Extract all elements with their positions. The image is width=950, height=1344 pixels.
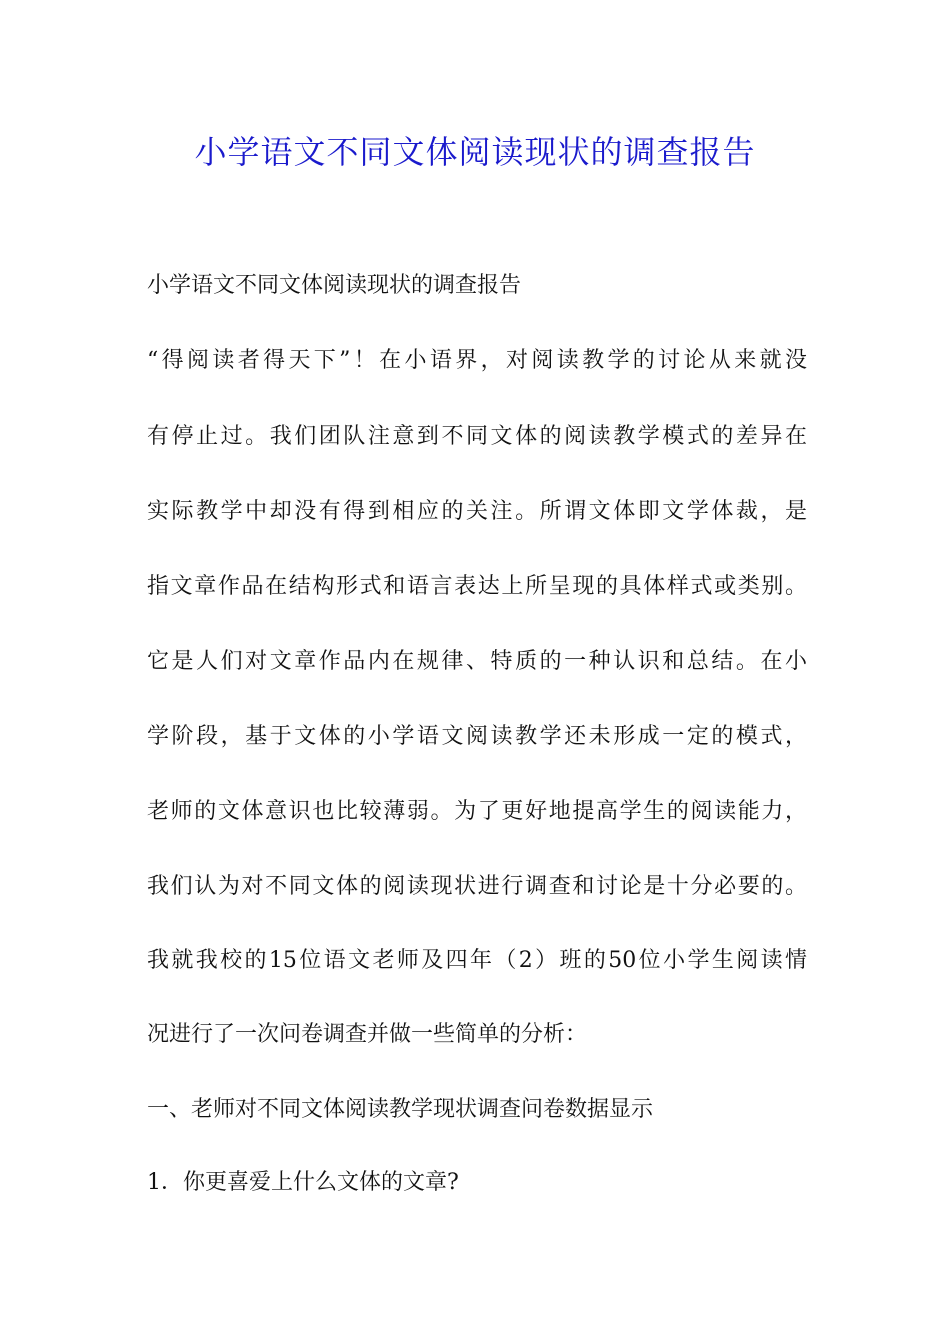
paragraph-line: 况进行了一次问卷调查并做一些简单的分析： xyxy=(147,1022,588,1047)
paragraph-line: 有停止过。我们团队注意到不同文体的阅读教学模式的差异在 xyxy=(147,424,807,449)
paragraph-line: 我们认为对不同文体的阅读现状进行调查和讨论是十分必要的。 xyxy=(147,874,807,899)
paragraph-line: 学阶段，基于文体的小学语文阅读教学还未形成一定的模式， xyxy=(147,724,807,749)
paragraph-line: “得阅读者得天下”！在小语界，对阅读教学的讨论从来就没 xyxy=(147,348,807,373)
document-title: 小学语文不同文体阅读现状的调查报告 xyxy=(194,133,756,171)
paragraph-line: 实际教学中却没有得到相应的关注。所谓文体即文学体裁，是 xyxy=(147,499,807,524)
paragraph-line: 我就我校的15位语文老师及四年（2）班的50位小学生阅读情 xyxy=(147,948,807,973)
document-subtitle: 小学语文不同文体阅读现状的调查报告 xyxy=(147,273,522,298)
paragraph-line: 老师的文体意识也比较薄弱。为了更好地提高学生的阅读能力， xyxy=(147,799,807,824)
section-heading: 一、老师对不同文体阅读教学现状调查问卷数据显示 xyxy=(147,1097,654,1122)
paragraph-line: 指文章作品在结构形式和语言表达上所呈现的具体样式或类别。 xyxy=(147,574,807,599)
question-item: 1．你更喜爱上什么文体的文章? xyxy=(147,1170,459,1195)
paragraph-line: 它是人们对文章作品内在规律、特质的一种认识和总结。在小 xyxy=(147,649,807,674)
